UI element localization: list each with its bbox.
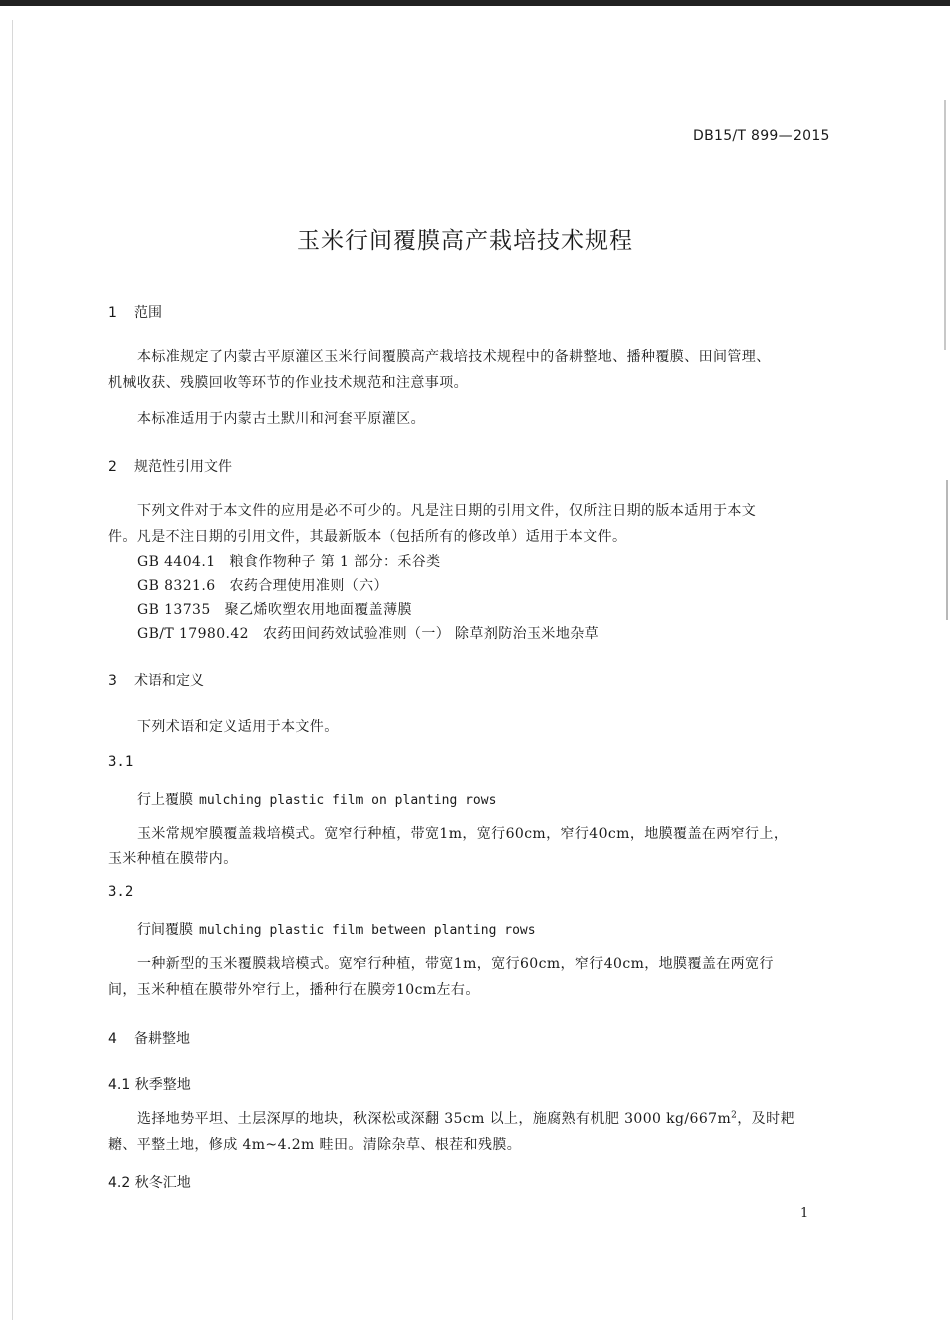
reference-item <box>137 551 441 571</box>
section-number: 1 <box>108 305 117 321</box>
subsection-4-1-paragraph-line: 耱、平整土地，修成 4m~4.2m 畦田。清除杂草、根茬和残膜。 <box>108 1137 522 1153</box>
section-1-paragraph-line: 机械收获、残膜回收等环节的作业技术规范和注意事项。 <box>108 375 468 391</box>
section-title: 范围 <box>134 305 162 321</box>
section-title: 术语和定义 <box>134 673 204 689</box>
scan-edge-left <box>12 20 13 1320</box>
section-1-heading <box>108 302 162 322</box>
reference-code: GB 4404.1 <box>137 554 216 570</box>
reference-title: 农药田间药效试验准则（一） 除草剂防治玉米地杂草 <box>262 626 600 642</box>
term-3-1-definition-line: 玉米常规窄膜覆盖栽培模式。宽窄行种植，带宽1m，宽行60cm，窄行40cm，地膜覆盖在两窄行上， <box>137 826 789 842</box>
scan-edge-right-lower <box>946 480 948 620</box>
term-3-1-number: 3.1 <box>108 754 134 770</box>
term-3-2-number: 3.2 <box>108 884 134 900</box>
section-2-heading <box>108 456 232 476</box>
term-3-2-definition-line: 间，玉米种植在膜带外窄行上，播种行在膜旁10cm左右。 <box>108 982 480 998</box>
section-4-heading <box>108 1028 190 1048</box>
scan-edge-right <box>944 100 946 350</box>
section-number: 2 <box>108 459 117 475</box>
reference-code: GB 13735 <box>137 602 211 618</box>
section-title: 备耕整地 <box>134 1031 190 1047</box>
reference-code: GB 8321.6 <box>137 578 216 594</box>
reference-title: 聚乙烯吹塑农用地面覆盖薄膜 <box>224 602 412 618</box>
section-1-paragraph-line: 本标准规定了内蒙古平原灌区玉米行间覆膜高产栽培技术规程中的备耕整地、播种覆膜、田间管理、 <box>137 349 771 365</box>
term-chinese: 行间覆膜 <box>137 922 193 938</box>
term-english: mulching plastic film on planting rows <box>199 793 497 808</box>
reference-title: 农药合理使用准则（六） <box>229 578 388 594</box>
subsection-4-1-heading <box>108 1074 191 1094</box>
section-2-paragraph-line: 下列文件对于本文件的应用是必不可少的。凡是注日期的引用文件，仅所注日期的版本适用于本文 <box>137 503 757 519</box>
subsection-number: 4.2 <box>108 1175 131 1191</box>
subsection-4-1-paragraph-line <box>137 1108 795 1128</box>
paragraph-text: 选择地势平坦、土层深厚的地块，秋深松或深翻 35cm 以上，施腐熟有机肥 3000 kg/667m <box>137 1111 732 1127</box>
reference-item <box>137 623 599 643</box>
section-1-scope-paragraph: 本标准适用于内蒙古土默川和河套平原灌区。 <box>137 411 425 427</box>
reference-item <box>137 575 388 595</box>
subsection-title: 秋季整地 <box>134 1077 191 1093</box>
reference-item <box>137 599 412 619</box>
paragraph-text: ，及时耙 <box>737 1111 795 1127</box>
page-title: 玉米行间覆膜高产栽培技术规程 <box>297 228 633 254</box>
subsection-4-2-heading <box>108 1172 191 1192</box>
term-chinese: 行上覆膜 <box>137 792 193 808</box>
reference-title: 粮食作物种子 第 1 部分：禾谷类 <box>229 554 441 570</box>
section-number: 3 <box>108 673 117 689</box>
superscript: 2 <box>731 1110 738 1121</box>
term-3-2-title <box>137 919 536 939</box>
document-number: DB15/T 899—2015 <box>693 128 830 144</box>
term-3-1-definition-line: 玉米种植在膜带内。 <box>108 851 238 867</box>
page-number: 1 <box>800 1206 809 1221</box>
term-3-2-definition-line: 一种新型的玉米覆膜栽培模式。宽窄行种植，带宽1m，宽行60cm，窄行40cm，地膜覆盖在两宽行 <box>137 956 774 972</box>
term-3-1-title <box>137 789 496 809</box>
section-title: 规范性引用文件 <box>134 459 232 475</box>
section-3-heading <box>108 670 204 690</box>
subsection-title: 秋冬汇地 <box>134 1175 191 1191</box>
reference-code: GB/T 17980.42 <box>137 626 249 642</box>
section-number: 4 <box>108 1031 117 1047</box>
section-2-paragraph-line: 件。凡是不注日期的引用文件，其最新版本（包括所有的修改单）适用于本文件。 <box>108 529 627 545</box>
scan-edge-top <box>0 0 950 6</box>
section-3-intro: 下列术语和定义适用于本文件。 <box>137 719 339 735</box>
term-english: mulching plastic film between planting rows <box>199 923 536 938</box>
subsection-number: 4.1 <box>108 1077 131 1093</box>
